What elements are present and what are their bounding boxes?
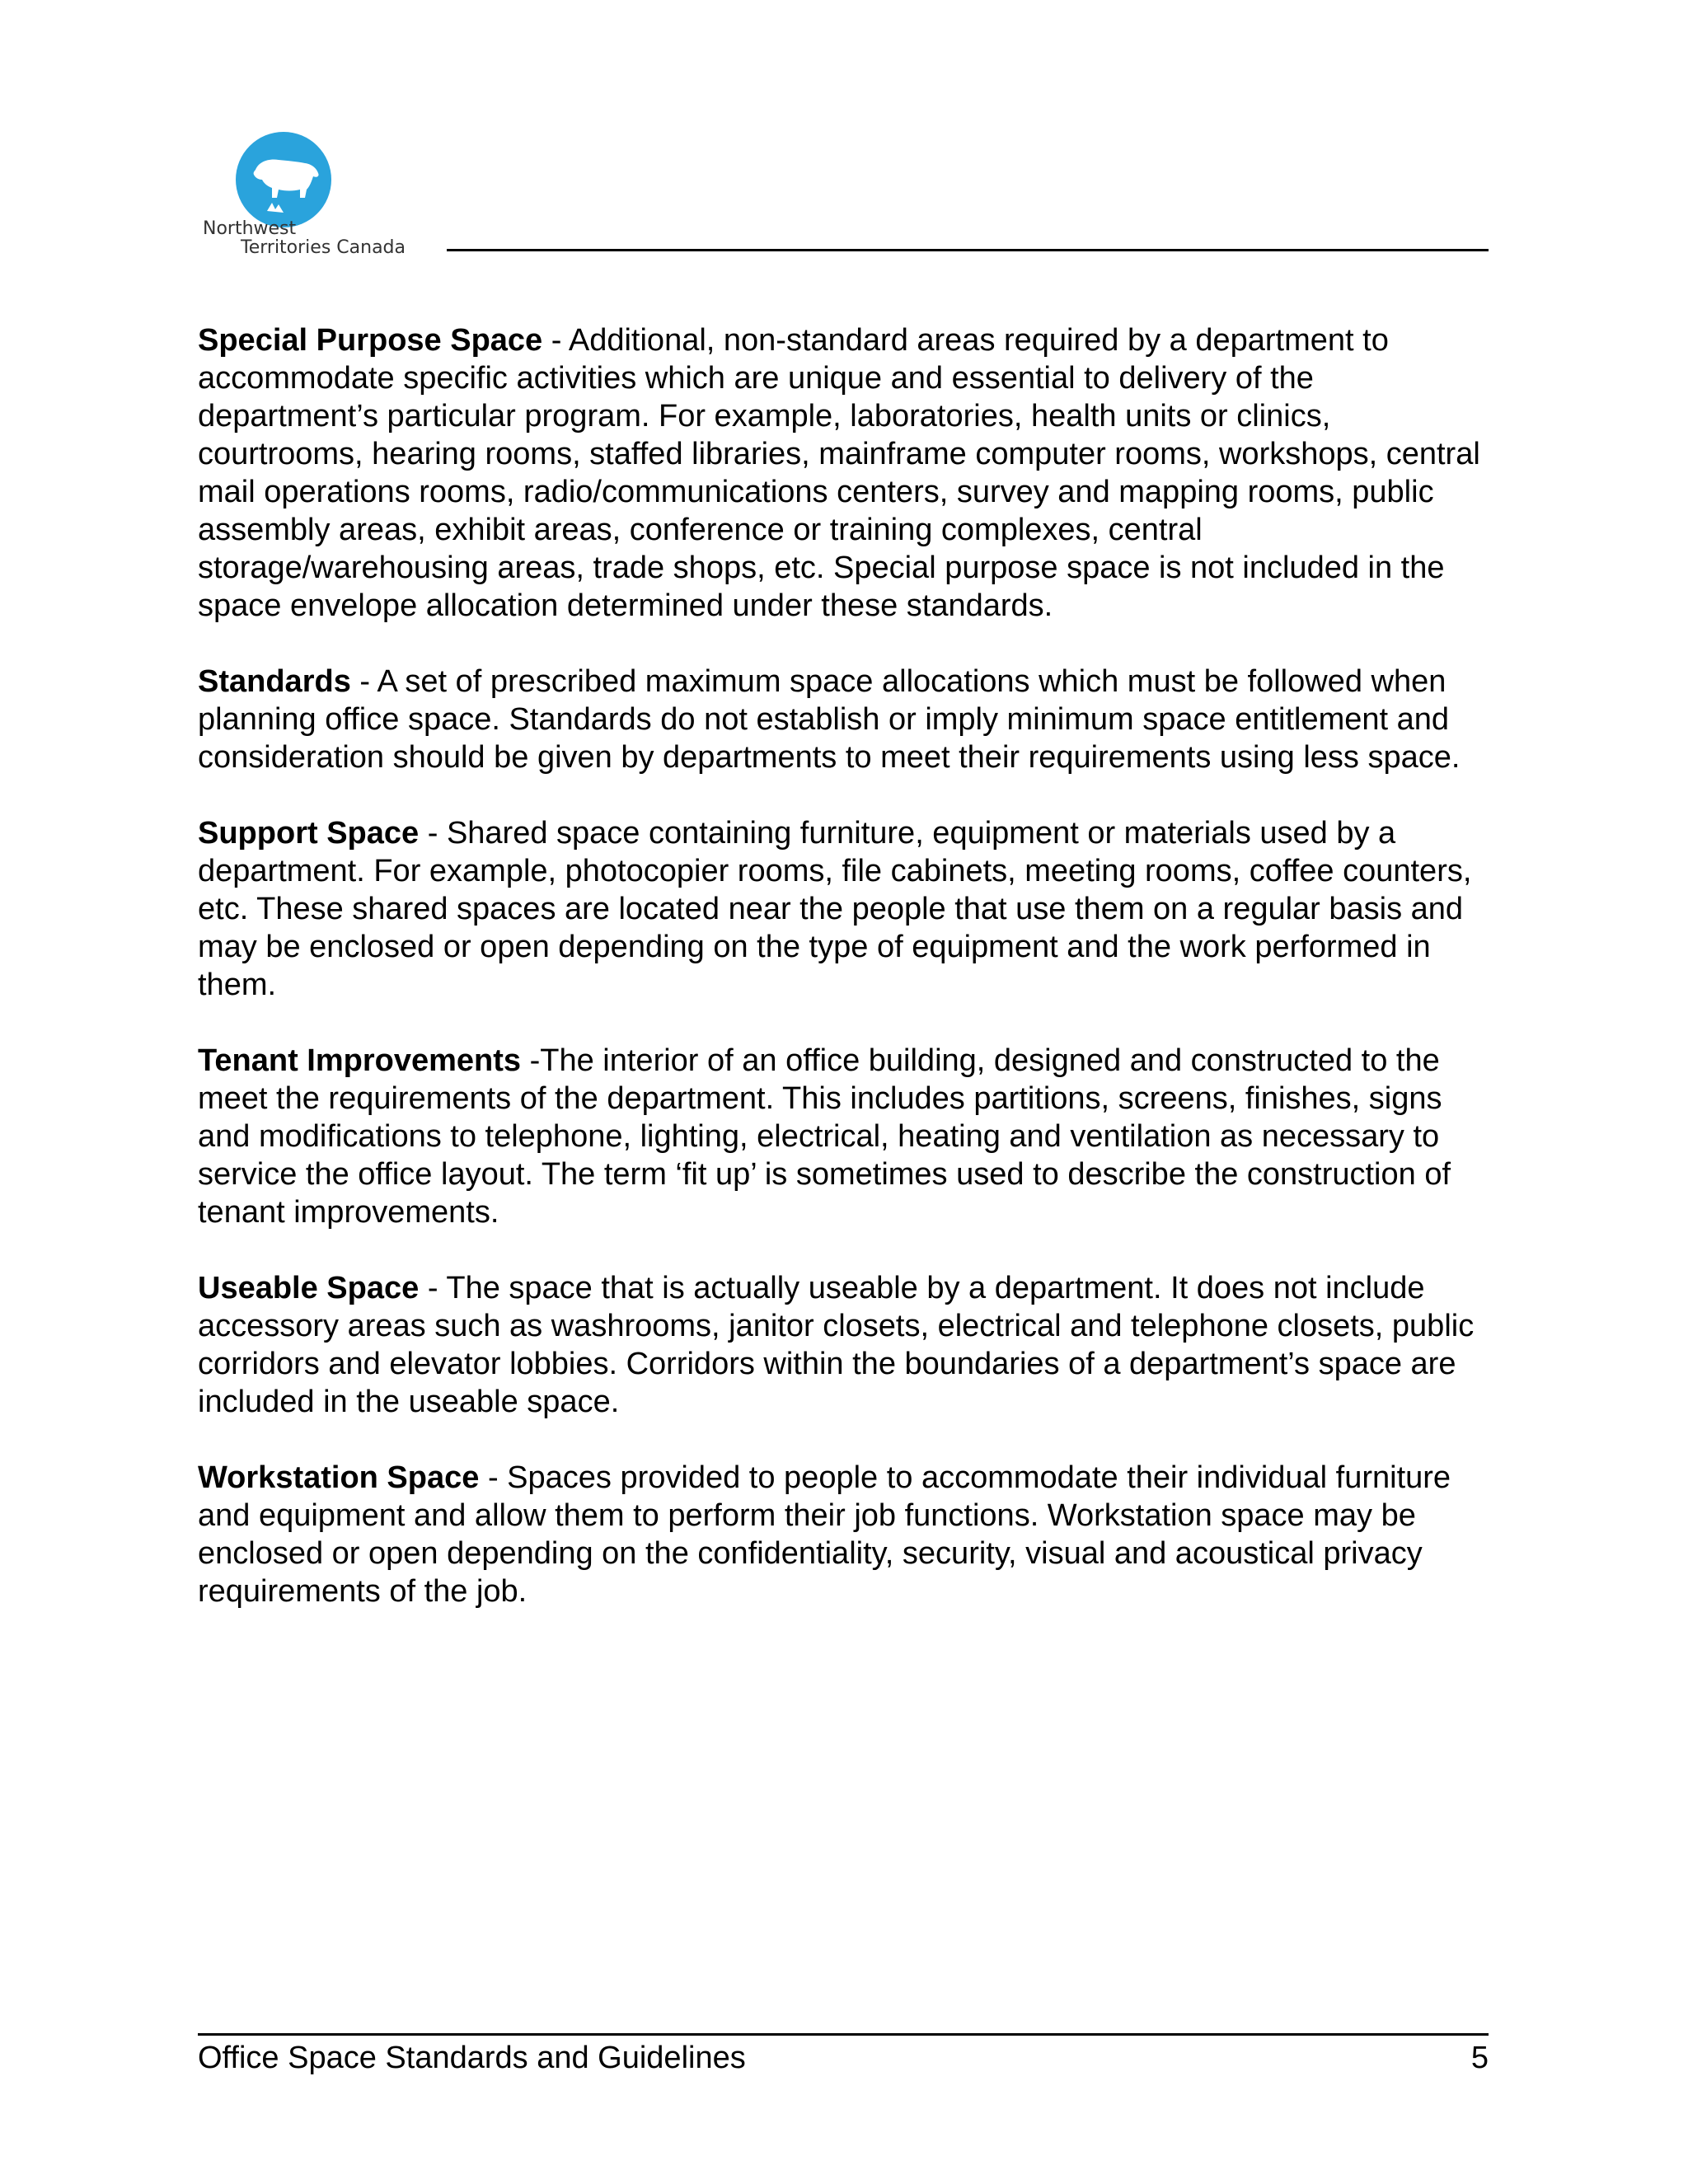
definition-entry: [198, 1459, 1500, 1610]
definition-text: A set of prescribed maximum space allocations which must be followed when planning office space. Standards do not establish or imply minimum space entitlement and consideration should be given by departments to meet their requirements using less space.: [198, 664, 1461, 775]
definition-entry: [198, 1042, 1500, 1231]
definition-entry: [198, 814, 1500, 1004]
definition-term: Special Purpose Space: [198, 323, 543, 358]
definitions-list: [198, 321, 1500, 1648]
definition-separator: -: [419, 1271, 447, 1305]
logo-line-1: Northwest: [203, 218, 297, 239]
definition-text: The interior of an office building, designed and constructed to the meet the requirements of the department. This includes partitions, screens, finishes, signs and modifications to telephone, lighting, electrical, heating and ventilation as necessary to service the office layout. The term ‘fit up’ is sometimes used to describe the construction of tenant improvements.: [198, 1043, 1451, 1230]
polar-bear-icon: [231, 132, 336, 227]
definition-entry: [198, 321, 1500, 625]
definition-entry: [198, 663, 1500, 776]
definition-separator: -: [419, 816, 447, 851]
definition-term: Tenant Improvements: [198, 1043, 522, 1078]
definition-separator: -: [542, 323, 569, 358]
definition-text: The space that is actually useable by a department. It does not include accessory areas such as washrooms, janitor closets, electrical and telephone closets, public corridors and elevator lobbies. Corridors within the boundaries of a department’s space are included in the useable space.: [198, 1271, 1475, 1419]
logo-wordmark: [203, 219, 406, 257]
definition-separator: -: [521, 1043, 541, 1078]
definition-text: Additional, non-standard areas required by a department to accommodate specific activities which are unique and essential to delivery of the department’s particular program. For example, laboratories, health units or clinics, courtrooms, hearing rooms, staffed libraries, mainframe computer rooms, workshops, central mail operations rooms, radio/communications centers, survey and mapping rooms, public assembly areas, exhibit areas, conference or training complexes, central storage/warehousing areas, trade shops, etc. Special purpose space is not included in the space envelope allocation determined under these standards.: [198, 323, 1480, 623]
definition-term: Workstation Space: [198, 1460, 480, 1495]
header-rule: [447, 249, 1489, 251]
definition-separator: -: [350, 664, 377, 699]
page-number: 5: [1470, 2041, 1489, 2075]
footer-document-title: Office Space Standards and Guidelines: [198, 2041, 746, 2075]
definition-text: Spaces provided to people to accommodate their individual furniture and equipment and allow them to perform their job functions. Workstation space may be enclosed or open depending on the confidentiality, security, visual and acoustical privacy requirements of the job.: [198, 1460, 1451, 1609]
definition-separator: -: [479, 1460, 508, 1495]
definition-term: Useable Space: [198, 1271, 420, 1305]
definition-text: Shared space containing furniture, equipment or materials used by a department. For example, photocopier rooms, file cabinets, meeting rooms, coffee counters, etc. These shared spaces are located near the people that use them on a regular basis and may be enclosed or open depending on the type of equipment and the work performed in them.: [198, 816, 1472, 1002]
nwt-logo: [198, 132, 437, 264]
logo-line-2: Territories Canada: [241, 237, 406, 258]
definition-term: Support Space: [198, 816, 420, 851]
definition-term: Standards: [198, 664, 351, 699]
definition-entry: [198, 1269, 1500, 1421]
footer-rule: [198, 2033, 1489, 2036]
